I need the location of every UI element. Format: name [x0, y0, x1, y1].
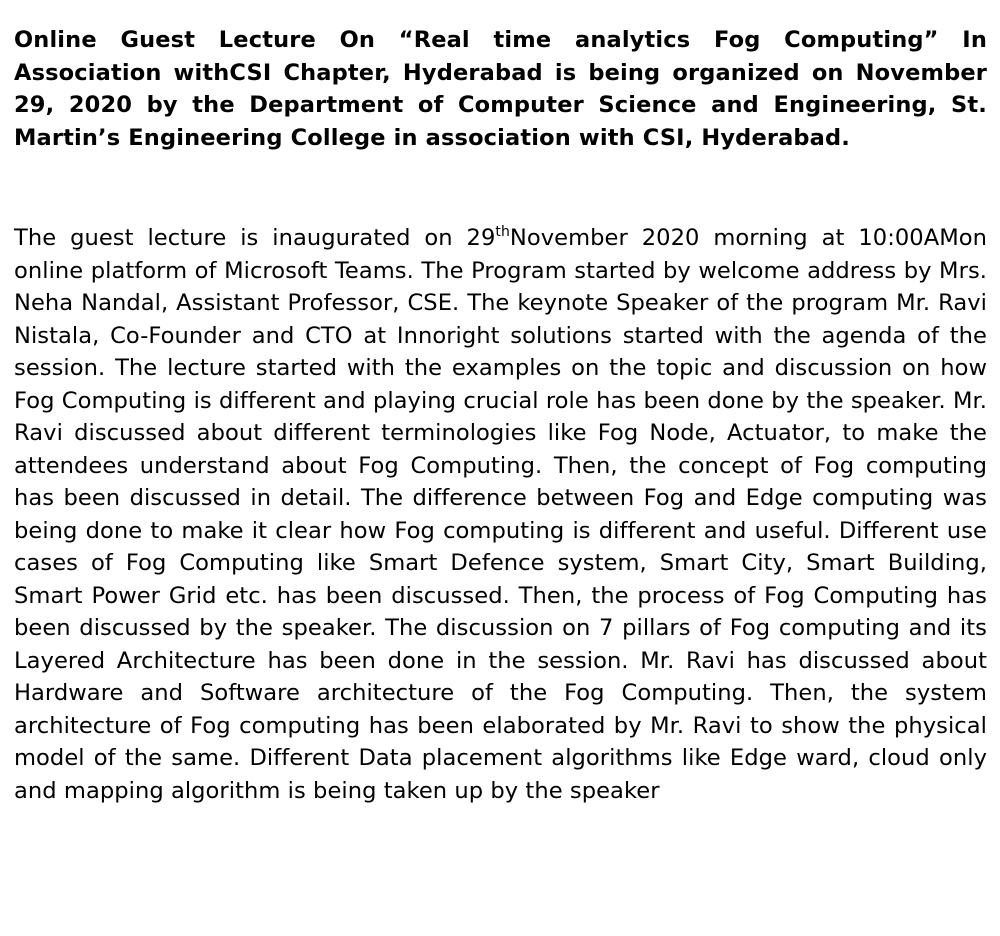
date-ordinal-suffix: th	[495, 224, 510, 241]
body-paragraph	[14, 222, 987, 807]
body-lead-text: The guest lecture is inaugurated on 29	[14, 225, 496, 252]
body-main-text: November 2020 morning at 10:00AMon online platform of Microsoft Teams. The Program started by welcome address by Mrs. Neha Nandal, Assistant Professor, CSE. The keynote Speaker of the program Mr. Ravi Nistala, Co-Founder and CTO at Innoright solutions started with the agenda of the session. The lecture started with the examples on the topic and discussion on how Fog Computing is different and playing crucial role has been done by the speaker. Mr. Ravi discussed about different terminologies like Fog Node, Actuator, to make the attendees understand about Fog Computing. Then, the concept of Fog computing has been discussed in detail. The difference between Fog and Edge computing was being done to make it clear how Fog computing is different and useful. Different use cases of Fog Computing like Smart Defence system, Smart City, Smart Building, Smart Power Grid etc. has been discussed. Then, the process of Fog Computing has been discussed by the speaker. The discussion on 7 pillars of Fog computing and its Layered Architecture has been done in the session. Mr. Ravi has discussed about Hardware and Software architecture of the Fog Computing. Then, the system architecture of Fog computing has been elaborated by Mr. Ravi to show the physical model of the same. Different Data placement algorithms like Edge ward, cloud only and mapping algorithm is being taken up by the speaker	[14, 225, 987, 804]
document-title: Online Guest Lecture On “Real time analytics Fog Computing” In Association withCSI Chapter, Hyderabad is being organized on November 29, 2020 by the Department of Computer Science and Engineering, St. Martin’s Engineering College in association with CSI, Hyderabad.	[14, 27, 987, 151]
